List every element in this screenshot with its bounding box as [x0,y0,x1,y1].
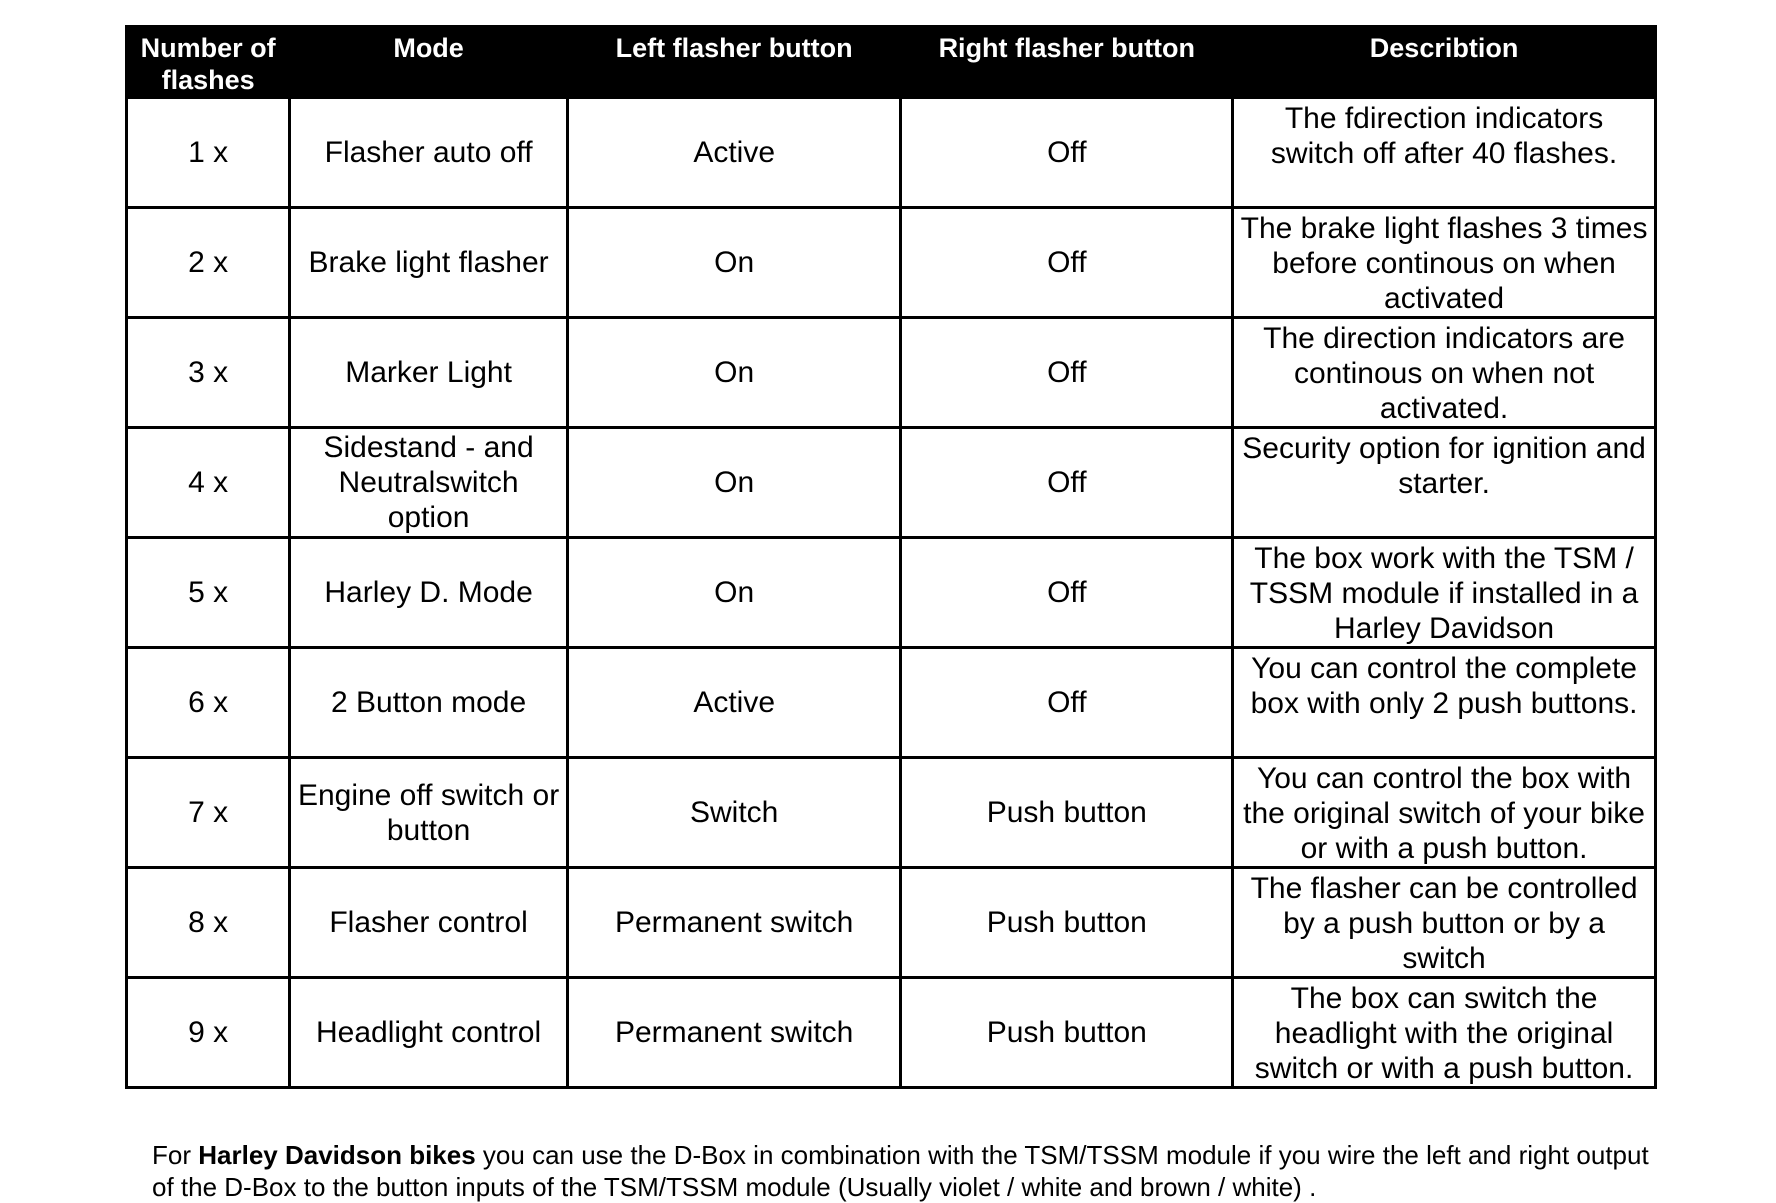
cell-number-of-flashes: 5 x [127,538,290,648]
cell-left-flasher-button: Permanent switch [567,978,901,1088]
header-left-flasher-button: Left flasher button [567,27,901,98]
cell-left-flasher-button: On [567,428,901,538]
header-description: Describtion [1233,27,1656,98]
cell-left-flasher-button: Active [567,648,901,758]
footnote [152,1139,1652,1203]
cell-right-flasher-button: Off [901,208,1233,318]
header-right-flasher-button: Right flasher button [901,27,1233,98]
table-row [127,758,1656,868]
cell-number-of-flashes: 1 x [127,98,290,208]
cell-mode: Marker Light [290,318,568,428]
flash-modes-table [125,25,1657,1089]
cell-description: Security option for ignition and starter. [1233,428,1656,538]
table-row [127,868,1656,978]
cell-left-flasher-button: Permanent switch [567,868,901,978]
cell-mode: Sidestand - and Neutralswitch option [290,428,568,538]
cell-left-flasher-button: Active [567,98,901,208]
cell-left-flasher-button: Switch [567,758,901,868]
cell-right-flasher-button: Push button [901,758,1233,868]
cell-right-flasher-button: Off [901,318,1233,428]
cell-number-of-flashes: 2 x [127,208,290,318]
table-row [127,978,1656,1088]
header-mode: Mode [290,27,568,98]
cell-description: The box work with the TSM / TSSM module if installed in a Harley Davidson [1233,538,1656,648]
cell-description: You can control the box with the original switch of your bike or with a push button. [1233,758,1656,868]
table-row [127,648,1656,758]
cell-mode: Headlight control [290,978,568,1088]
header-number-of-flashes: Number of flashes [127,27,290,98]
footnote-text: you can use the D-Box in combination with the TSM/TSSM module if you wire the left and right output of the D-Box to the button inputs of the TSM/TSSM module (Usually violet / white and brown / white) . [152,1140,1649,1202]
cell-number-of-flashes: 3 x [127,318,290,428]
cell-right-flasher-button: Push button [901,868,1233,978]
cell-mode: Engine off switch or button [290,758,568,868]
cell-description: The fdirection indicators switch off after 40 flashes. [1233,98,1656,208]
cell-right-flasher-button: Off [901,648,1233,758]
cell-mode: Flasher control [290,868,568,978]
footnote-bold: Harley Davidson bikes [198,1140,476,1170]
footnote-prefix: For [152,1140,199,1170]
cell-right-flasher-button: Off [901,98,1233,208]
cell-description: You can control the complete box with only 2 push buttons. [1233,648,1656,758]
cell-description: The brake light flashes 3 times before continous on when activated [1233,208,1656,318]
cell-number-of-flashes: 6 x [127,648,290,758]
cell-number-of-flashes: 8 x [127,868,290,978]
cell-right-flasher-button: Push button [901,978,1233,1088]
cell-description: The box can switch the headlight with the original switch or with a push button. [1233,978,1656,1088]
table-row [127,318,1656,428]
cell-left-flasher-button: On [567,208,901,318]
cell-right-flasher-button: Off [901,428,1233,538]
cell-mode: Brake light flasher [290,208,568,318]
cell-mode: 2 Button mode [290,648,568,758]
cell-left-flasher-button: On [567,538,901,648]
cell-mode: Harley D. Mode [290,538,568,648]
table-row [127,428,1656,538]
cell-number-of-flashes: 7 x [127,758,290,868]
cell-number-of-flashes: 4 x [127,428,290,538]
cell-left-flasher-button: On [567,318,901,428]
cell-right-flasher-button: Off [901,538,1233,648]
cell-description: The direction indicators are continous on when not activated. [1233,318,1656,428]
cell-mode: Flasher auto off [290,98,568,208]
cell-description: The flasher can be controlled by a push button or by a switch [1233,868,1656,978]
table-row [127,208,1656,318]
table-row [127,538,1656,648]
table-header-row [127,27,1656,98]
cell-number-of-flashes: 9 x [127,978,290,1088]
table-row [127,98,1656,208]
